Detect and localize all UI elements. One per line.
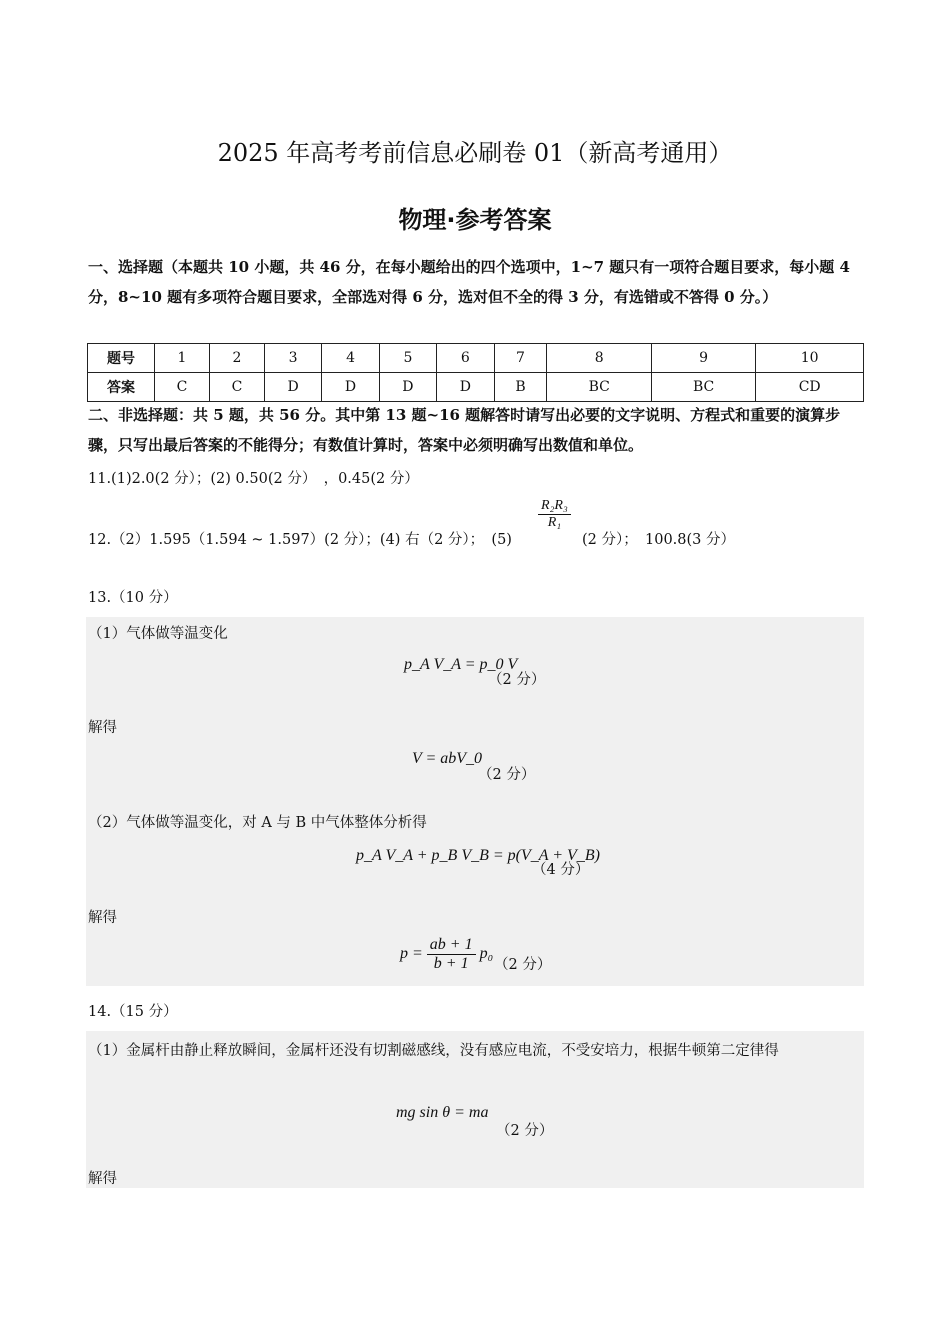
section1-instructions: 一、选择题（本题共 10 小题，共 46 分，在每小题给出的四个选项中，1~7 题只有一项符合题目要求，每小题 4 分，8~10 题有多项符合题目要求，全部选对得 6 分，选对但不全的得 3 分，有选错或不答得 0 分。） [88, 258, 850, 306]
q13-equation-4 [400, 936, 493, 973]
table-cell-number: 3 [264, 344, 321, 373]
q14-equation-1: mg sin θ = ma [396, 1104, 489, 1121]
q13-equation-3: p_A V_A + p_B V_B = p(V_A + V_B) [356, 847, 600, 864]
table-cell-answer: B [494, 373, 547, 402]
table-cell-answer: C [209, 373, 264, 402]
q13-solve-label-1: 解得 [88, 720, 117, 736]
q12-fraction-denominator: R₁ [547, 515, 562, 530]
table-cell-number: 9 [651, 344, 755, 373]
q13-equation-4-points: （2 分） [494, 957, 552, 973]
table-cell-answer: CD [756, 373, 864, 402]
q14-equation-1-points: （2 分） [496, 1123, 554, 1139]
q14-heading: 14.（15 分） [88, 1004, 178, 1020]
q14-solve-label-1: 解得 [88, 1171, 117, 1187]
q12-answer-part-a: 12.（2）1.595（1.594 ~ 1.597）(2 分）；(4) 右（2 分）； (5) [88, 532, 512, 548]
document-title: 2025 年高考考前信息必刷卷 01（新高考通用） [217, 139, 733, 167]
document-subtitle: 物理·参考答案 [398, 206, 552, 234]
table-cell-number: 4 [322, 344, 379, 373]
q13-equation-1: p_A V_A = p_0 V [404, 656, 518, 673]
q13-equation-1-points: （2 分） [488, 672, 546, 688]
table-cell-number: 7 [494, 344, 547, 373]
table-cell-answer: D [264, 373, 321, 402]
q13-heading: 13.（10 分） [88, 590, 178, 606]
table-cell-answer: BC [547, 373, 651, 402]
table-cell-number: 8 [547, 344, 651, 373]
table-row-numbers [88, 344, 864, 373]
q11-answer: 11.(1)2.0(2 分）；(2) 0.50(2 分） ，0.45(2 分） [88, 471, 419, 487]
table-cell-number: 6 [437, 344, 494, 373]
table-header-answer: 答案 [88, 373, 155, 402]
q13-eq4-denominator: b + 1 [433, 955, 469, 972]
q14-part1-text: （1）金属杆由静止释放瞬间，金属杆还没有切割磁感线，没有感应电流，不受安培力，根据牛顿第二定律得 [88, 1043, 779, 1059]
q13-solve-label-2: 解得 [88, 910, 117, 926]
table-cell-answer: BC [651, 373, 755, 402]
table-cell-number: 5 [379, 344, 436, 373]
q13-equation-3-points: （4 分） [532, 862, 590, 878]
table-cell-number: 10 [756, 344, 864, 373]
q13-part1-text: （1）气体做等温变化 [88, 626, 228, 642]
table-cell-number: 2 [209, 344, 264, 373]
table-cell-answer: D [322, 373, 379, 402]
table-cell-answer: D [379, 373, 436, 402]
q13-eq4-numerator: ab + 1 [427, 936, 476, 955]
q13-eq4-lhs: p = [400, 945, 423, 963]
table-header-number: 题号 [88, 344, 155, 373]
table-row-answers [88, 373, 864, 402]
q12-fraction-numerator: R₂R₃ [538, 498, 571, 515]
table-cell-answer: D [437, 373, 494, 402]
q12-answer-part-b: (2 分）； 100.8(3 分） [582, 532, 735, 548]
q12-fraction [538, 498, 571, 531]
q13-eq4-tail: p₀ [479, 945, 494, 963]
answer-table [87, 343, 864, 402]
section2-instructions: 二、非选择题：共 5 题，共 56 分。其中第 13 题~16 题解答时请写出必要的文字说明、方程式和重要的演算步骤，只写出最后答案的不能得分；有数值计算时，答案中必须明确写出数值和单位。 [88, 406, 841, 454]
table-cell-answer: C [155, 373, 210, 402]
q13-part2-text: （2）气体做等温变化，对 A 与 B 中气体整体分析得 [88, 815, 427, 831]
q13-equation-2: V = abV_0 [412, 750, 483, 767]
q13-equation-2-points: （2 分） [478, 767, 536, 783]
table-cell-number: 1 [155, 344, 210, 373]
